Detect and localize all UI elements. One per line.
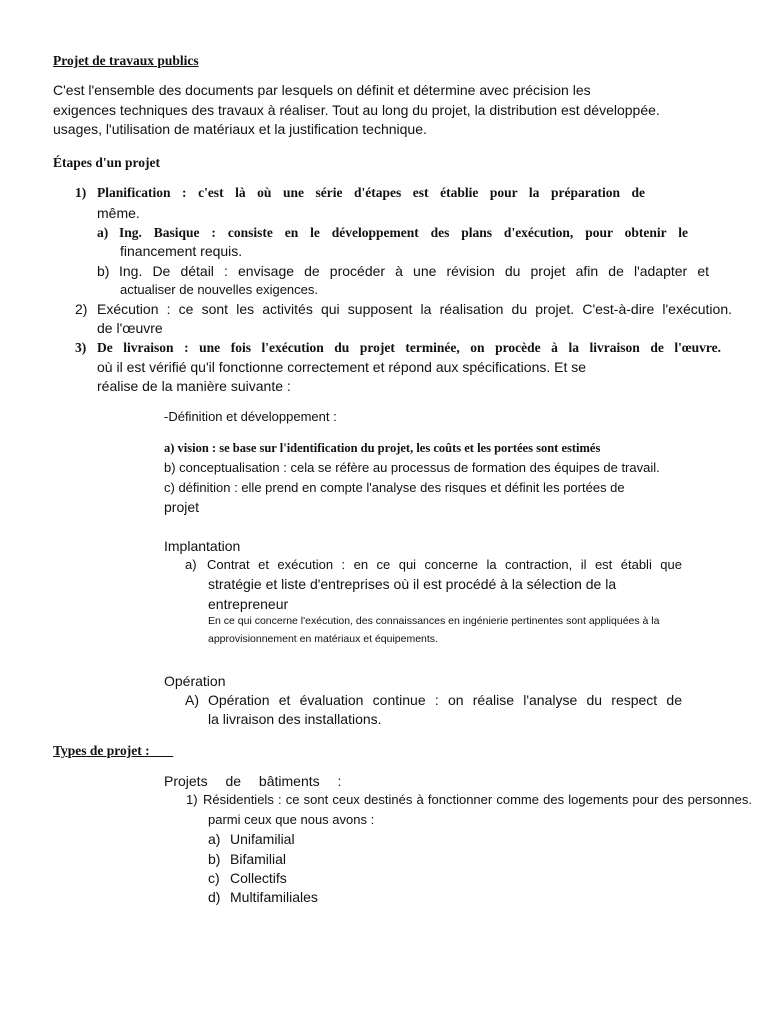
step-2-number: 2): [75, 301, 88, 317]
step-1b-text: Ing. De détail : envisage de procéder à une révision du projet afin de l'adapter et: [119, 263, 709, 279]
step-1-number: 1): [75, 185, 87, 200]
implantation-a-number: a): [185, 557, 197, 572]
types-heading-label: Types de projet :: [53, 743, 150, 758]
intro-line-1: C'est l'ensemble des documents par lesquels on définit et détermine avec précision les: [53, 82, 591, 98]
intro-line-3: usages, l'utilisation de matériaux et la justification technique.: [53, 121, 427, 137]
types-heading: [53, 743, 173, 759]
type-item-label: Bifamilial: [230, 851, 287, 867]
operation-a-number: A): [185, 692, 199, 708]
type-item-number: b): [208, 851, 221, 867]
definition-item-b: b) conceptualisation : cela se réfère au processus de formation des équipes de travail.: [164, 460, 660, 475]
implantation-a-text-cont-2: entrepreneur: [208, 596, 289, 612]
step-1b-text-cont: actualiser de nouvelles exigences.: [120, 282, 319, 297]
implantation-note-1: En ce qui concerne l'exécution, des connaissances en ingénierie pertinentes sont appliquées à la: [208, 615, 660, 627]
definition-item-a: a) vision : se base sur l'identification du projet, les coûts et les portées sont estimés: [164, 441, 601, 455]
implantation-a-text-cont-1: stratégie et liste d'entreprises où il est procédé à la sélection de la: [208, 576, 617, 592]
step-1a-number: a): [97, 225, 109, 240]
type-item-label: Multifamiliales: [230, 889, 318, 905]
steps-heading: Étapes d'un projet: [53, 155, 161, 170]
residential-text: Résidentiels : ce sont ceux destinés à fonctionner comme des logements pour des personnes.: [203, 792, 752, 807]
implantation-heading: Implantation: [164, 538, 241, 554]
implantation-note-2: approvisionnement en matériaux et équipements.: [208, 633, 438, 645]
definition-item-c: c) définition : elle prend en compte l'analyse des risques et définit les portées de: [164, 480, 625, 495]
type-item-label: Unifamilial: [230, 831, 295, 847]
step-1a-text-cont: financement requis.: [120, 243, 243, 259]
type-item-number: d): [208, 889, 221, 905]
step-3-text-cont-2: réalise de la manière suivante :: [97, 378, 291, 394]
step-1b-number: b): [97, 263, 110, 279]
residential-number: 1): [186, 792, 198, 807]
step-3-number: 3): [75, 340, 87, 355]
step-1a-text: Ing. Basique : consiste en le développement des plans d'exécution, pour obtenir le: [119, 225, 688, 240]
step-2-text-cont: de l'œuvre: [97, 320, 163, 336]
step-3-text: De livraison : une fois l'exécution du projet terminée, on procède à la livraison de l'œuvre.: [97, 340, 721, 355]
buildings-heading: Projets de bâtiments :: [164, 773, 342, 789]
intro-line-2: exigences techniques des travaux à réaliser. Tout au long du projet, la distribution est développée.: [53, 102, 660, 118]
operation-a-text: Opération et évaluation continue : on réalise l'analyse du respect de: [208, 692, 682, 708]
definition-heading: -Définition et développement :: [164, 409, 337, 424]
residential-text-cont: parmi ceux que nous avons :: [208, 812, 375, 827]
types-heading-underline: [150, 743, 174, 758]
step-2-text: Exécution : ce sont les activités qui supposent la réalisation du projet. C'est-à-dire l'exécution.: [97, 301, 732, 317]
operation-a-text-cont: la livraison des installations.: [208, 711, 382, 727]
document-title: Projet de travaux publics: [53, 53, 199, 68]
type-item-label: Collectifs: [230, 870, 287, 886]
implantation-a-text: Contrat et exécution : en ce qui concerne la contraction, il est établi que: [207, 557, 682, 572]
step-1-text-cont: même.: [97, 205, 140, 221]
type-item-number: a): [208, 831, 221, 847]
type-item-number: c): [208, 870, 220, 886]
step-1-text: Planification : c'est là où une série d'étapes est établie pour la préparation de: [97, 185, 645, 200]
step-3-text-cont-1: où il est vérifié qu'il fonctionne correctement et répond aux spécifications. Et se: [97, 359, 587, 375]
definition-item-c-cont: projet: [164, 499, 200, 515]
operation-heading: Opération: [164, 673, 226, 689]
